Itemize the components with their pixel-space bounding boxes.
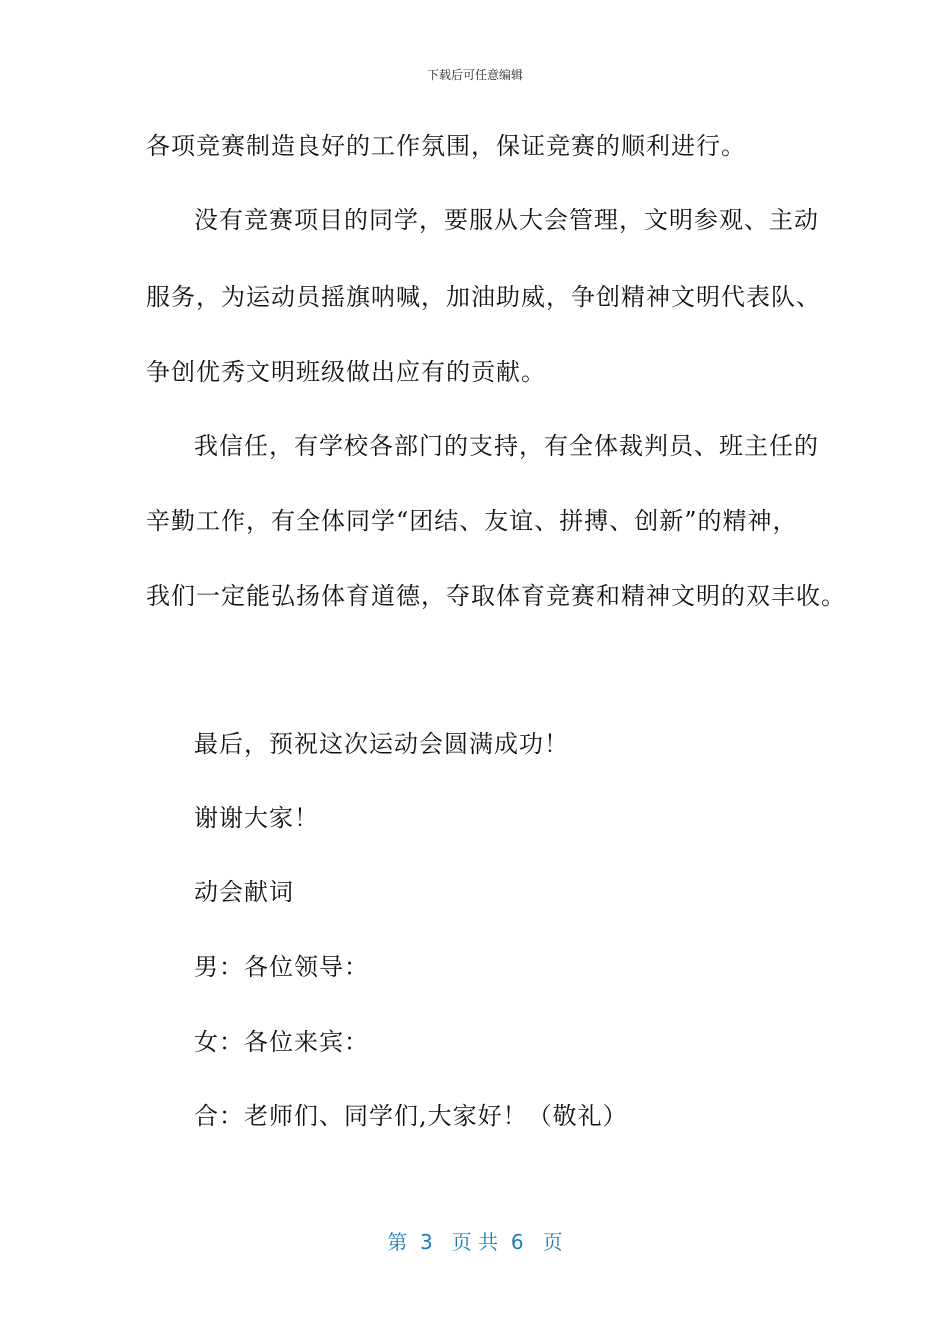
closing-line: 最后，预祝这次运动会圆满成功！ bbox=[194, 730, 569, 758]
speaker-line: 男：各位领导： bbox=[194, 953, 369, 981]
page-number: 第 3 页 共 6 页 bbox=[387, 1230, 563, 1254]
thanks-line: 谢谢大家！ bbox=[194, 804, 319, 832]
paragraph-line: 服务，为运动员摇旗呐喊，加油助威，争创精神文明代表队、 bbox=[146, 283, 821, 311]
paragraph-line: 辛勤工作，有全体同学“团结、友谊、拼搏、创新”的精神， bbox=[146, 507, 798, 535]
speaker-line: 合：老师们、同学们,大家好！（敬礼） bbox=[194, 1102, 628, 1130]
paragraph-line: 没有竞赛项目的同学，要服从大会管理，文明参观、主动 bbox=[194, 206, 819, 234]
speaker-line: 女：各位来宾： bbox=[194, 1028, 369, 1056]
paragraph-line: 各项竞赛制造良好的工作氛围，保证竞赛的顺利进行。 bbox=[146, 132, 746, 160]
header-note: 下载后可任意编辑 bbox=[426, 68, 523, 82]
paragraph-line: 我们一定能弘扬体育道德，夺取体育竞赛和精神文明的双丰收。 bbox=[146, 582, 846, 610]
section-title: 动会献词 bbox=[194, 878, 294, 906]
paragraph-line: 争创优秀文明班级做出应有的贡献。 bbox=[146, 358, 546, 386]
paragraph-line: 我信任，有学校各部门的支持，有全体裁判员、班主任的 bbox=[194, 432, 819, 460]
